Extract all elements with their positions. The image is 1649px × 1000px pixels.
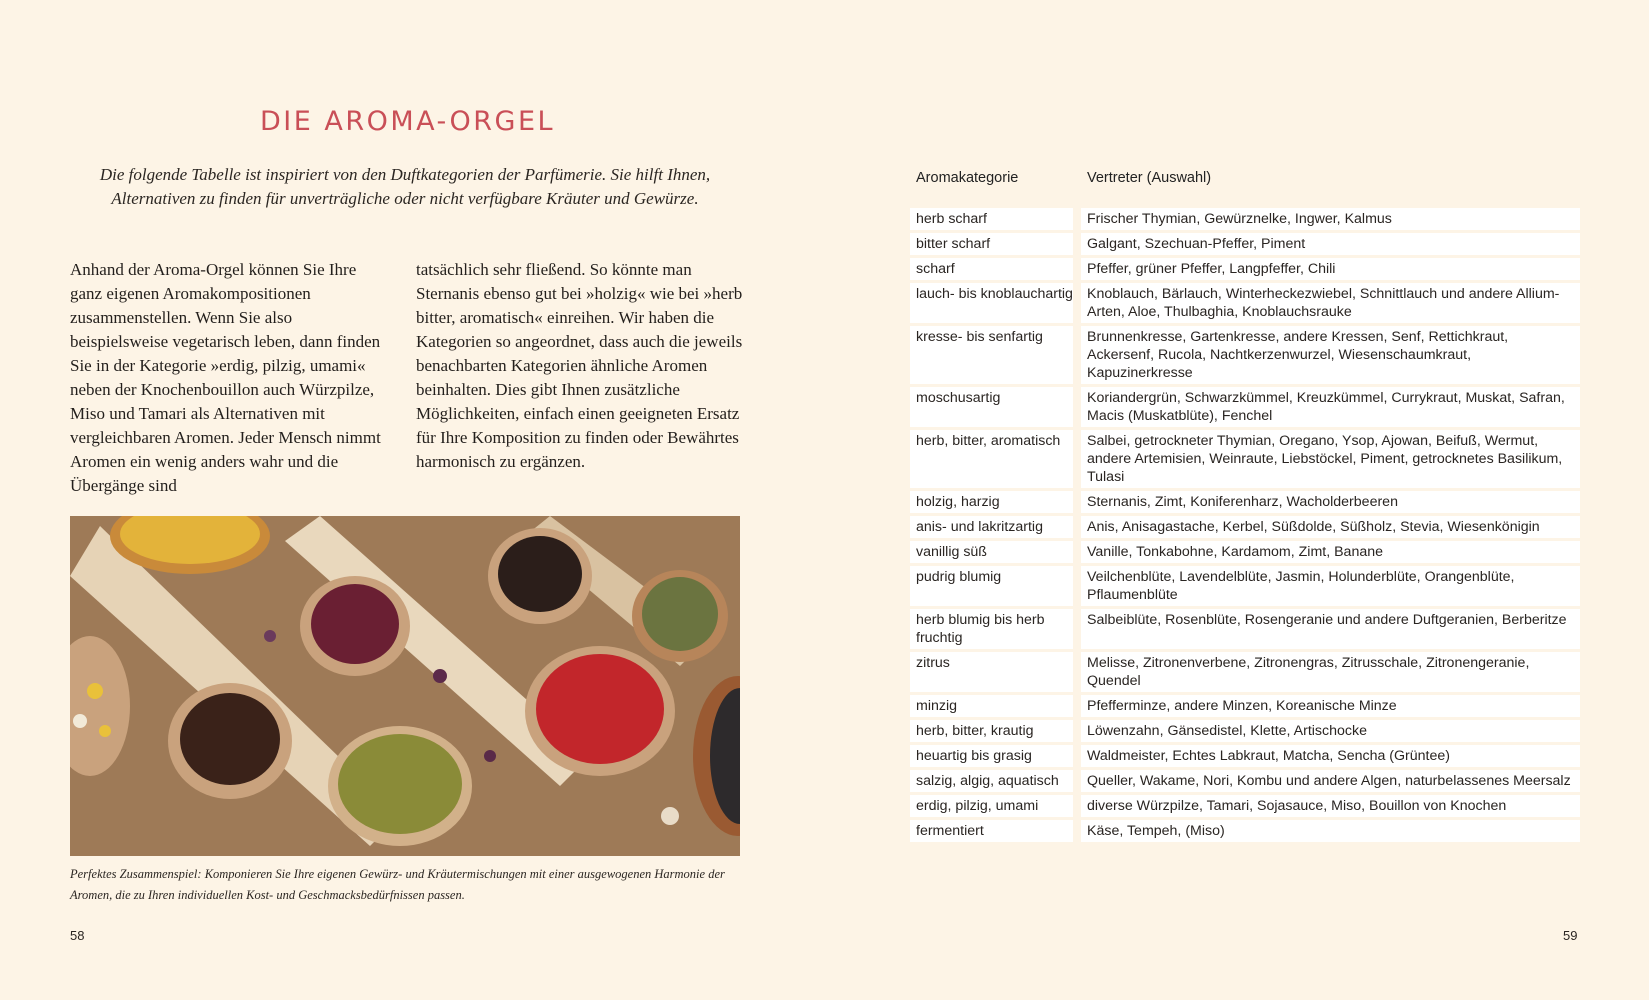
row-items: Sternanis, Zimt, Koniferenharz, Wacholderbeeren xyxy=(1081,491,1580,513)
page-title: DIE AROMA-ORGEL xyxy=(260,106,556,137)
header-category: Aromakategorie xyxy=(916,170,1019,186)
row-category: heuartig bis grasig xyxy=(910,745,1073,767)
row-items: Veilchenblüte, Lavendelblüte, Jasmin, Holunderblüte, Orangenblüte, Pflaumenblüte xyxy=(1081,566,1580,606)
table-row xyxy=(910,208,1580,230)
table-row xyxy=(910,652,1580,692)
table-row xyxy=(910,516,1580,538)
row-category: scharf xyxy=(910,258,1073,280)
row-items: Anis, Anisagastache, Kerbel, Süßdolde, Süßholz, Stevia, Wiesenkönigin xyxy=(1081,516,1580,538)
row-items: Salbei, getrockneter Thymian, Oregano, Ysop, Ajowan, Beifuß, Wermut, andere Artemisien, Weinraute, Liebstöckel, Piment, getrocknetes Basilikum, Tulasi xyxy=(1081,430,1580,488)
row-category: anis- und lakritzartig xyxy=(910,516,1073,538)
page-number-right: 59 xyxy=(1563,928,1578,943)
row-category: minzig xyxy=(910,695,1073,717)
table-row xyxy=(910,283,1580,323)
row-items: Waldmeister, Echtes Labkraut, Matcha, Sencha (Grüntee) xyxy=(1081,745,1580,767)
table-row xyxy=(910,233,1580,255)
table-row xyxy=(910,326,1580,384)
row-category: vanillig süß xyxy=(910,541,1073,563)
table-row xyxy=(910,609,1580,649)
table-row xyxy=(910,795,1580,817)
row-category: salzig, algig, aquatisch xyxy=(910,770,1073,792)
row-category: fermentiert xyxy=(910,820,1073,842)
row-category: moschusartig xyxy=(910,387,1073,427)
row-items: Galgant, Szechuan-Pfeffer, Piment xyxy=(1081,233,1580,255)
row-category: zitrus xyxy=(910,652,1073,692)
row-category: holzig, harzig xyxy=(910,491,1073,513)
page-number-left: 58 xyxy=(70,928,85,943)
row-items: Knoblauch, Bärlauch, Winterheckezwiebel, Schnittlauch und andere Allium-Arten, Aloe, Thulbaghia, Knoblauchsrauke xyxy=(1081,283,1580,323)
row-category: herb scharf xyxy=(910,208,1073,230)
row-category: erdig, pilzig, umami xyxy=(910,795,1073,817)
row-items: Salbeiblüte, Rosenblüte, Rosengeranie und andere Duftgeranien, Berberitze xyxy=(1081,609,1580,649)
row-category: herb blumig bis herb fruchtig xyxy=(910,609,1073,649)
table-row xyxy=(910,387,1580,427)
row-items: Vanille, Tonkabohne, Kardamom, Zimt, Banane xyxy=(1081,541,1580,563)
row-category: lauch- bis knoblauchartig xyxy=(910,283,1073,323)
aroma-table xyxy=(910,166,1580,845)
row-items: Brunnenkresse, Gartenkresse, andere Kressen, Senf, Rettichkraut, Ackersenf, Rucola, Nachtkerzenwurzel, Wiesenschaumkraut, Kapuzinerkresse xyxy=(1081,326,1580,384)
intro-text: Die folgende Tabelle ist inspiriert von den Duftkategorien der Parfümerie. Sie hilft Ihnen, Alternativen zu finden für unverträgliche oder nicht verfügbare Kräuter und Gewürze. xyxy=(99,165,711,208)
row-items: Queller, Wakame, Nori, Kombu und andere Algen, naturbelassenes Meersalz xyxy=(1081,770,1580,792)
row-category: bitter scharf xyxy=(910,233,1073,255)
table-row xyxy=(910,770,1580,792)
row-items: Löwenzahn, Gänsedistel, Klette, Artischocke xyxy=(1081,720,1580,742)
row-items: Käse, Tempeh, (Miso) xyxy=(1081,820,1580,842)
table-row xyxy=(910,820,1580,842)
table-row xyxy=(910,258,1580,280)
row-items: Pfeffer, grüner Pfeffer, Langpfeffer, Chili xyxy=(1081,258,1580,280)
photo-caption: Perfektes Zusammenspiel: Komponieren Sie Ihre eigenen Gewürz- und Kräutermischungen mit einer ausgewogenen Harmonie der Aromen, die zu Ihren individuellen Kost- und Geschmacksbedürfnissen passen. xyxy=(70,867,725,902)
body-text-column-1: Anhand der Aroma-Orgel können Sie Ihre ganz eigenen Aromakompositionen zusammenstellen. Wenn Sie also beispielsweise vegetarisch leben, dann finden Sie in der Kategorie »erdig, pilzig, umami« neben der Knochenbouillon auch Würzpilze, Miso und Tamari als Alternativen mit vergleichbaren Aromen. Jeder Mensch nimmt Aromen ein wenig anders wahr und die Übergänge sind xyxy=(70,260,381,495)
table-header-row xyxy=(910,169,1580,205)
row-items: diverse Würzpilze, Tamari, Sojasauce, Miso, Bouillon von Knochen xyxy=(1081,795,1580,817)
row-items: Koriandergrün, Schwarzkümmel, Kreuzkümmel, Currykraut, Muskat, Safran, Macis (Muskatblüte), Fenchel xyxy=(1081,387,1580,427)
spices-illustration xyxy=(70,516,740,856)
row-items: Frischer Thymian, Gewürznelke, Ingwer, Kalmus xyxy=(1081,208,1580,230)
row-items: Pfefferminze, andere Minzen, Koreanische Minze xyxy=(1081,695,1580,717)
header-items: Vertreter (Auswahl) xyxy=(1087,170,1212,186)
row-category: herb, bitter, aromatisch xyxy=(910,430,1073,488)
table-row xyxy=(910,491,1580,513)
table-row xyxy=(910,566,1580,606)
table-row xyxy=(910,430,1580,488)
row-category: pudrig blumig xyxy=(910,566,1073,606)
table-row xyxy=(910,695,1580,717)
row-items: Melisse, Zitronenverbene, Zitronengras, Zitrusschale, Zitronengeranie, Quendel xyxy=(1081,652,1580,692)
table-row xyxy=(910,541,1580,563)
body-text-column-2: tatsächlich sehr fließend. So könnte man Sternanis ebenso gut bei »holzig« wie bei »herb bitter, aromatisch« einreihen. Wir haben die Kategorien so angeordnet, dass auch die jeweils benachbarten Kategorien ähnliche Aromen beinhalten. Dies gibt Ihnen zusätzliche Möglichkeiten, einfach einen geeigneten Ersatz für Ihre Komposition zu finden oder Bewährtes harmonisch zu ergänzen. xyxy=(416,260,743,471)
row-category: kresse- bis senfartig xyxy=(910,326,1073,384)
row-category: herb, bitter, krautig xyxy=(910,720,1073,742)
spices-photo xyxy=(70,516,740,856)
table-row xyxy=(910,745,1580,767)
table-row xyxy=(910,720,1580,742)
